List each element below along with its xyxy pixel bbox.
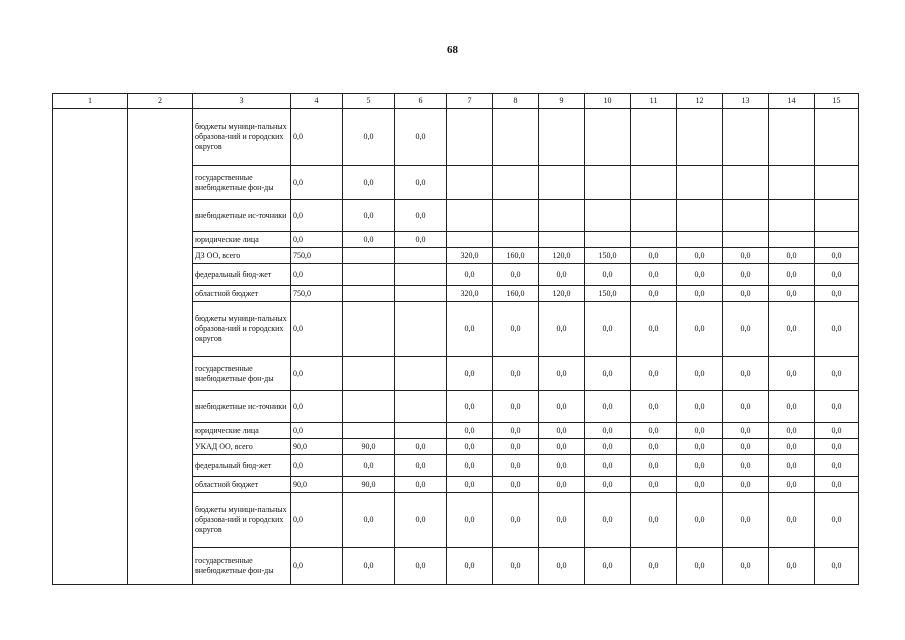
value-cell bbox=[343, 286, 395, 302]
value-cell: 160,0 bbox=[493, 286, 539, 302]
value-cell bbox=[631, 200, 677, 232]
value-cell: 320,0 bbox=[447, 286, 493, 302]
value-cell bbox=[539, 232, 585, 248]
value-cell: 0,0 bbox=[343, 109, 395, 166]
value-cell bbox=[343, 264, 395, 286]
value-cell bbox=[447, 232, 493, 248]
value-cell: 0,0 bbox=[815, 439, 859, 455]
value-cell bbox=[343, 248, 395, 264]
value-cell bbox=[815, 200, 859, 232]
row-label: внебюджетные ис-точники bbox=[193, 200, 291, 232]
row-label: областной бюджет bbox=[193, 286, 291, 302]
value-cell: 0,0 bbox=[815, 423, 859, 439]
value-cell bbox=[447, 109, 493, 166]
value-cell: 0,0 bbox=[631, 357, 677, 391]
value-cell: 0,0 bbox=[723, 357, 769, 391]
value-cell: 0,0 bbox=[291, 423, 343, 439]
value-cell: 0,0 bbox=[585, 302, 631, 357]
value-cell: 0,0 bbox=[677, 423, 723, 439]
value-cell: 0,0 bbox=[447, 477, 493, 493]
value-cell: 120,0 bbox=[539, 286, 585, 302]
value-cell: 0,0 bbox=[769, 286, 815, 302]
value-cell bbox=[343, 357, 395, 391]
row-label: федеральный бюд-жет bbox=[193, 264, 291, 286]
value-cell: 90,0 bbox=[291, 477, 343, 493]
value-cell: 0,0 bbox=[291, 548, 343, 585]
value-cell: 0,0 bbox=[723, 477, 769, 493]
value-cell bbox=[395, 391, 447, 423]
value-cell: 0,0 bbox=[395, 455, 447, 477]
value-cell: 0,0 bbox=[395, 477, 447, 493]
value-cell bbox=[815, 232, 859, 248]
value-cell: 0,0 bbox=[815, 477, 859, 493]
value-cell bbox=[723, 109, 769, 166]
value-cell: 0,0 bbox=[447, 391, 493, 423]
value-cell bbox=[493, 166, 539, 200]
value-cell: 0,0 bbox=[631, 248, 677, 264]
value-cell: 0,0 bbox=[723, 493, 769, 548]
value-cell bbox=[677, 166, 723, 200]
value-cell: 0,0 bbox=[631, 548, 677, 585]
value-cell: 0,0 bbox=[677, 477, 723, 493]
value-cell: 0,0 bbox=[723, 439, 769, 455]
row-label: юридические лица bbox=[193, 232, 291, 248]
value-cell: 0,0 bbox=[769, 264, 815, 286]
value-cell bbox=[395, 423, 447, 439]
value-cell: 0,0 bbox=[395, 232, 447, 248]
value-cell: 0,0 bbox=[723, 423, 769, 439]
value-cell: 0,0 bbox=[723, 455, 769, 477]
table-row bbox=[53, 109, 859, 166]
value-cell: 0,0 bbox=[769, 548, 815, 585]
value-cell: 0,0 bbox=[395, 200, 447, 232]
value-cell bbox=[677, 109, 723, 166]
value-cell: 0,0 bbox=[769, 439, 815, 455]
value-cell: 0,0 bbox=[677, 493, 723, 548]
value-cell bbox=[631, 109, 677, 166]
value-cell: 0,0 bbox=[815, 391, 859, 423]
value-cell: 0,0 bbox=[291, 200, 343, 232]
value-cell: 0,0 bbox=[631, 302, 677, 357]
value-cell: 0,0 bbox=[677, 455, 723, 477]
value-cell bbox=[539, 109, 585, 166]
value-cell: 0,0 bbox=[493, 493, 539, 548]
value-cell bbox=[815, 109, 859, 166]
value-cell bbox=[815, 166, 859, 200]
value-cell: 0,0 bbox=[631, 455, 677, 477]
value-cell: 0,0 bbox=[343, 455, 395, 477]
value-cell: 0,0 bbox=[585, 548, 631, 585]
value-cell: 150,0 bbox=[585, 286, 631, 302]
value-cell: 0,0 bbox=[343, 200, 395, 232]
value-cell: 0,0 bbox=[343, 232, 395, 248]
value-cell: 0,0 bbox=[815, 357, 859, 391]
value-cell: 0,0 bbox=[769, 248, 815, 264]
page-number: 68 bbox=[447, 44, 458, 56]
column-header: 9 bbox=[539, 94, 585, 109]
value-cell: 0,0 bbox=[815, 264, 859, 286]
value-cell: 0,0 bbox=[447, 264, 493, 286]
value-cell: 0,0 bbox=[539, 477, 585, 493]
value-cell: 0,0 bbox=[291, 391, 343, 423]
value-cell bbox=[677, 200, 723, 232]
value-cell bbox=[395, 357, 447, 391]
value-cell: 0,0 bbox=[343, 166, 395, 200]
value-cell: 0,0 bbox=[585, 264, 631, 286]
value-cell: 0,0 bbox=[585, 391, 631, 423]
merged-cell-col2 bbox=[128, 109, 193, 585]
value-cell: 160,0 bbox=[493, 248, 539, 264]
value-cell: 0,0 bbox=[631, 439, 677, 455]
value-cell bbox=[723, 232, 769, 248]
value-cell: 0,0 bbox=[493, 264, 539, 286]
value-cell: 0,0 bbox=[493, 477, 539, 493]
value-cell bbox=[585, 109, 631, 166]
value-cell: 0,0 bbox=[723, 286, 769, 302]
value-cell bbox=[723, 166, 769, 200]
value-cell: 0,0 bbox=[631, 423, 677, 439]
column-header: 15 bbox=[815, 94, 859, 109]
value-cell: 0,0 bbox=[291, 493, 343, 548]
value-cell: 0,0 bbox=[769, 423, 815, 439]
value-cell bbox=[539, 200, 585, 232]
value-cell: 0,0 bbox=[447, 302, 493, 357]
value-cell: 120,0 bbox=[539, 248, 585, 264]
value-cell: 0,0 bbox=[447, 439, 493, 455]
value-cell: 0,0 bbox=[395, 439, 447, 455]
value-cell: 90,0 bbox=[343, 439, 395, 455]
value-cell: 0,0 bbox=[539, 423, 585, 439]
value-cell: 0,0 bbox=[447, 493, 493, 548]
value-cell: 0,0 bbox=[769, 302, 815, 357]
value-cell: 0,0 bbox=[291, 455, 343, 477]
value-cell: 0,0 bbox=[631, 286, 677, 302]
merged-cell-col1 bbox=[53, 109, 128, 585]
header-row bbox=[53, 94, 859, 109]
value-cell: 0,0 bbox=[447, 423, 493, 439]
value-cell: 0,0 bbox=[493, 302, 539, 357]
value-cell: 0,0 bbox=[395, 493, 447, 548]
value-cell: 0,0 bbox=[585, 439, 631, 455]
value-cell: 0,0 bbox=[815, 455, 859, 477]
value-cell bbox=[769, 200, 815, 232]
value-cell: 0,0 bbox=[291, 232, 343, 248]
value-cell bbox=[677, 232, 723, 248]
value-cell: 0,0 bbox=[447, 548, 493, 585]
value-cell: 0,0 bbox=[493, 548, 539, 585]
value-cell: 0,0 bbox=[677, 286, 723, 302]
value-cell: 0,0 bbox=[723, 391, 769, 423]
table-body bbox=[53, 109, 859, 585]
value-cell: 0,0 bbox=[769, 357, 815, 391]
column-header: 14 bbox=[769, 94, 815, 109]
value-cell: 0,0 bbox=[815, 548, 859, 585]
column-header: 12 bbox=[677, 94, 723, 109]
value-cell: 0,0 bbox=[539, 439, 585, 455]
column-header: 13 bbox=[723, 94, 769, 109]
value-cell: 0,0 bbox=[677, 391, 723, 423]
row-label: областной бюджет bbox=[193, 477, 291, 493]
column-header: 5 bbox=[343, 94, 395, 109]
value-cell bbox=[493, 200, 539, 232]
value-cell bbox=[395, 248, 447, 264]
column-header: 2 bbox=[128, 94, 193, 109]
value-cell: 0,0 bbox=[631, 264, 677, 286]
row-label: федеральный бюд-жет bbox=[193, 455, 291, 477]
value-cell bbox=[395, 286, 447, 302]
value-cell: 0,0 bbox=[585, 493, 631, 548]
value-cell: 0,0 bbox=[815, 493, 859, 548]
value-cell: 0,0 bbox=[815, 248, 859, 264]
value-cell bbox=[493, 109, 539, 166]
value-cell bbox=[493, 232, 539, 248]
column-header: 1 bbox=[53, 94, 128, 109]
value-cell bbox=[447, 200, 493, 232]
value-cell: 0,0 bbox=[291, 109, 343, 166]
value-cell: 0,0 bbox=[815, 302, 859, 357]
value-cell: 0,0 bbox=[447, 455, 493, 477]
row-label: бюджеты муници-пальных образова-ний и городских округов bbox=[193, 493, 291, 548]
value-cell: 0,0 bbox=[539, 264, 585, 286]
value-cell bbox=[343, 302, 395, 357]
row-label: юридические лица bbox=[193, 423, 291, 439]
value-cell bbox=[631, 232, 677, 248]
value-cell: 0,0 bbox=[291, 302, 343, 357]
value-cell bbox=[769, 109, 815, 166]
value-cell: 0,0 bbox=[291, 264, 343, 286]
value-cell: 0,0 bbox=[677, 548, 723, 585]
value-cell: 0,0 bbox=[631, 391, 677, 423]
value-cell: 0,0 bbox=[539, 493, 585, 548]
value-cell: 0,0 bbox=[493, 357, 539, 391]
value-cell: 0,0 bbox=[395, 166, 447, 200]
value-cell: 0,0 bbox=[723, 248, 769, 264]
value-cell: 0,0 bbox=[769, 493, 815, 548]
value-cell bbox=[343, 391, 395, 423]
value-cell bbox=[769, 166, 815, 200]
value-cell: 0,0 bbox=[585, 455, 631, 477]
value-cell: 0,0 bbox=[723, 548, 769, 585]
value-cell: 0,0 bbox=[539, 548, 585, 585]
row-label: государственные внебюджетные фон-ды bbox=[193, 357, 291, 391]
value-cell bbox=[539, 166, 585, 200]
value-cell: 0,0 bbox=[631, 477, 677, 493]
column-header: 3 bbox=[193, 94, 291, 109]
value-cell: 0,0 bbox=[395, 109, 447, 166]
row-label: внебюджетные ис-точники bbox=[193, 391, 291, 423]
row-label: бюджеты муници-пальных образова-ний и городских округов bbox=[193, 302, 291, 357]
value-cell: 0,0 bbox=[631, 493, 677, 548]
row-label: бюджеты муници-пальных образова-ний и городских округов bbox=[193, 109, 291, 166]
value-cell: 0,0 bbox=[677, 264, 723, 286]
row-label: ДЗ ОО, всего bbox=[193, 248, 291, 264]
value-cell: 0,0 bbox=[539, 391, 585, 423]
value-cell: 0,0 bbox=[769, 391, 815, 423]
value-cell: 0,0 bbox=[447, 357, 493, 391]
value-cell: 0,0 bbox=[585, 357, 631, 391]
value-cell: 0,0 bbox=[343, 493, 395, 548]
value-cell bbox=[343, 423, 395, 439]
value-cell: 0,0 bbox=[493, 455, 539, 477]
value-cell bbox=[395, 302, 447, 357]
column-header: 7 bbox=[447, 94, 493, 109]
value-cell bbox=[447, 166, 493, 200]
value-cell: 0,0 bbox=[585, 477, 631, 493]
value-cell: 750,0 bbox=[291, 248, 343, 264]
value-cell: 0,0 bbox=[585, 423, 631, 439]
value-cell: 0,0 bbox=[815, 286, 859, 302]
value-cell: 0,0 bbox=[539, 357, 585, 391]
value-cell bbox=[585, 232, 631, 248]
value-cell: 0,0 bbox=[769, 477, 815, 493]
value-cell: 0,0 bbox=[493, 439, 539, 455]
budget-table bbox=[52, 93, 859, 585]
row-label: государственные внебюджетные фон-ды bbox=[193, 166, 291, 200]
value-cell bbox=[769, 232, 815, 248]
column-header: 6 bbox=[395, 94, 447, 109]
value-cell: 0,0 bbox=[723, 264, 769, 286]
value-cell bbox=[585, 200, 631, 232]
value-cell bbox=[585, 166, 631, 200]
value-cell: 0,0 bbox=[539, 302, 585, 357]
value-cell: 0,0 bbox=[539, 455, 585, 477]
column-header: 11 bbox=[631, 94, 677, 109]
value-cell: 0,0 bbox=[677, 302, 723, 357]
value-cell: 0,0 bbox=[343, 548, 395, 585]
value-cell: 0,0 bbox=[291, 166, 343, 200]
value-cell bbox=[723, 200, 769, 232]
value-cell: 0,0 bbox=[723, 302, 769, 357]
value-cell bbox=[395, 264, 447, 286]
value-cell: 750,0 bbox=[291, 286, 343, 302]
value-cell: 0,0 bbox=[493, 423, 539, 439]
column-header: 10 bbox=[585, 94, 631, 109]
row-label: государственные внебюджетные фон-ды bbox=[193, 548, 291, 585]
value-cell: 0,0 bbox=[493, 391, 539, 423]
value-cell: 0,0 bbox=[769, 455, 815, 477]
value-cell bbox=[631, 166, 677, 200]
value-cell: 320,0 bbox=[447, 248, 493, 264]
column-header: 4 bbox=[291, 94, 343, 109]
value-cell: 0,0 bbox=[291, 357, 343, 391]
value-cell: 90,0 bbox=[343, 477, 395, 493]
value-cell: 0,0 bbox=[677, 357, 723, 391]
value-cell: 0,0 bbox=[395, 548, 447, 585]
column-header: 8 bbox=[493, 94, 539, 109]
value-cell: 0,0 bbox=[677, 248, 723, 264]
value-cell: 0,0 bbox=[677, 439, 723, 455]
value-cell: 90,0 bbox=[291, 439, 343, 455]
row-label: УКАД ОО, всего bbox=[193, 439, 291, 455]
value-cell: 150,0 bbox=[585, 248, 631, 264]
